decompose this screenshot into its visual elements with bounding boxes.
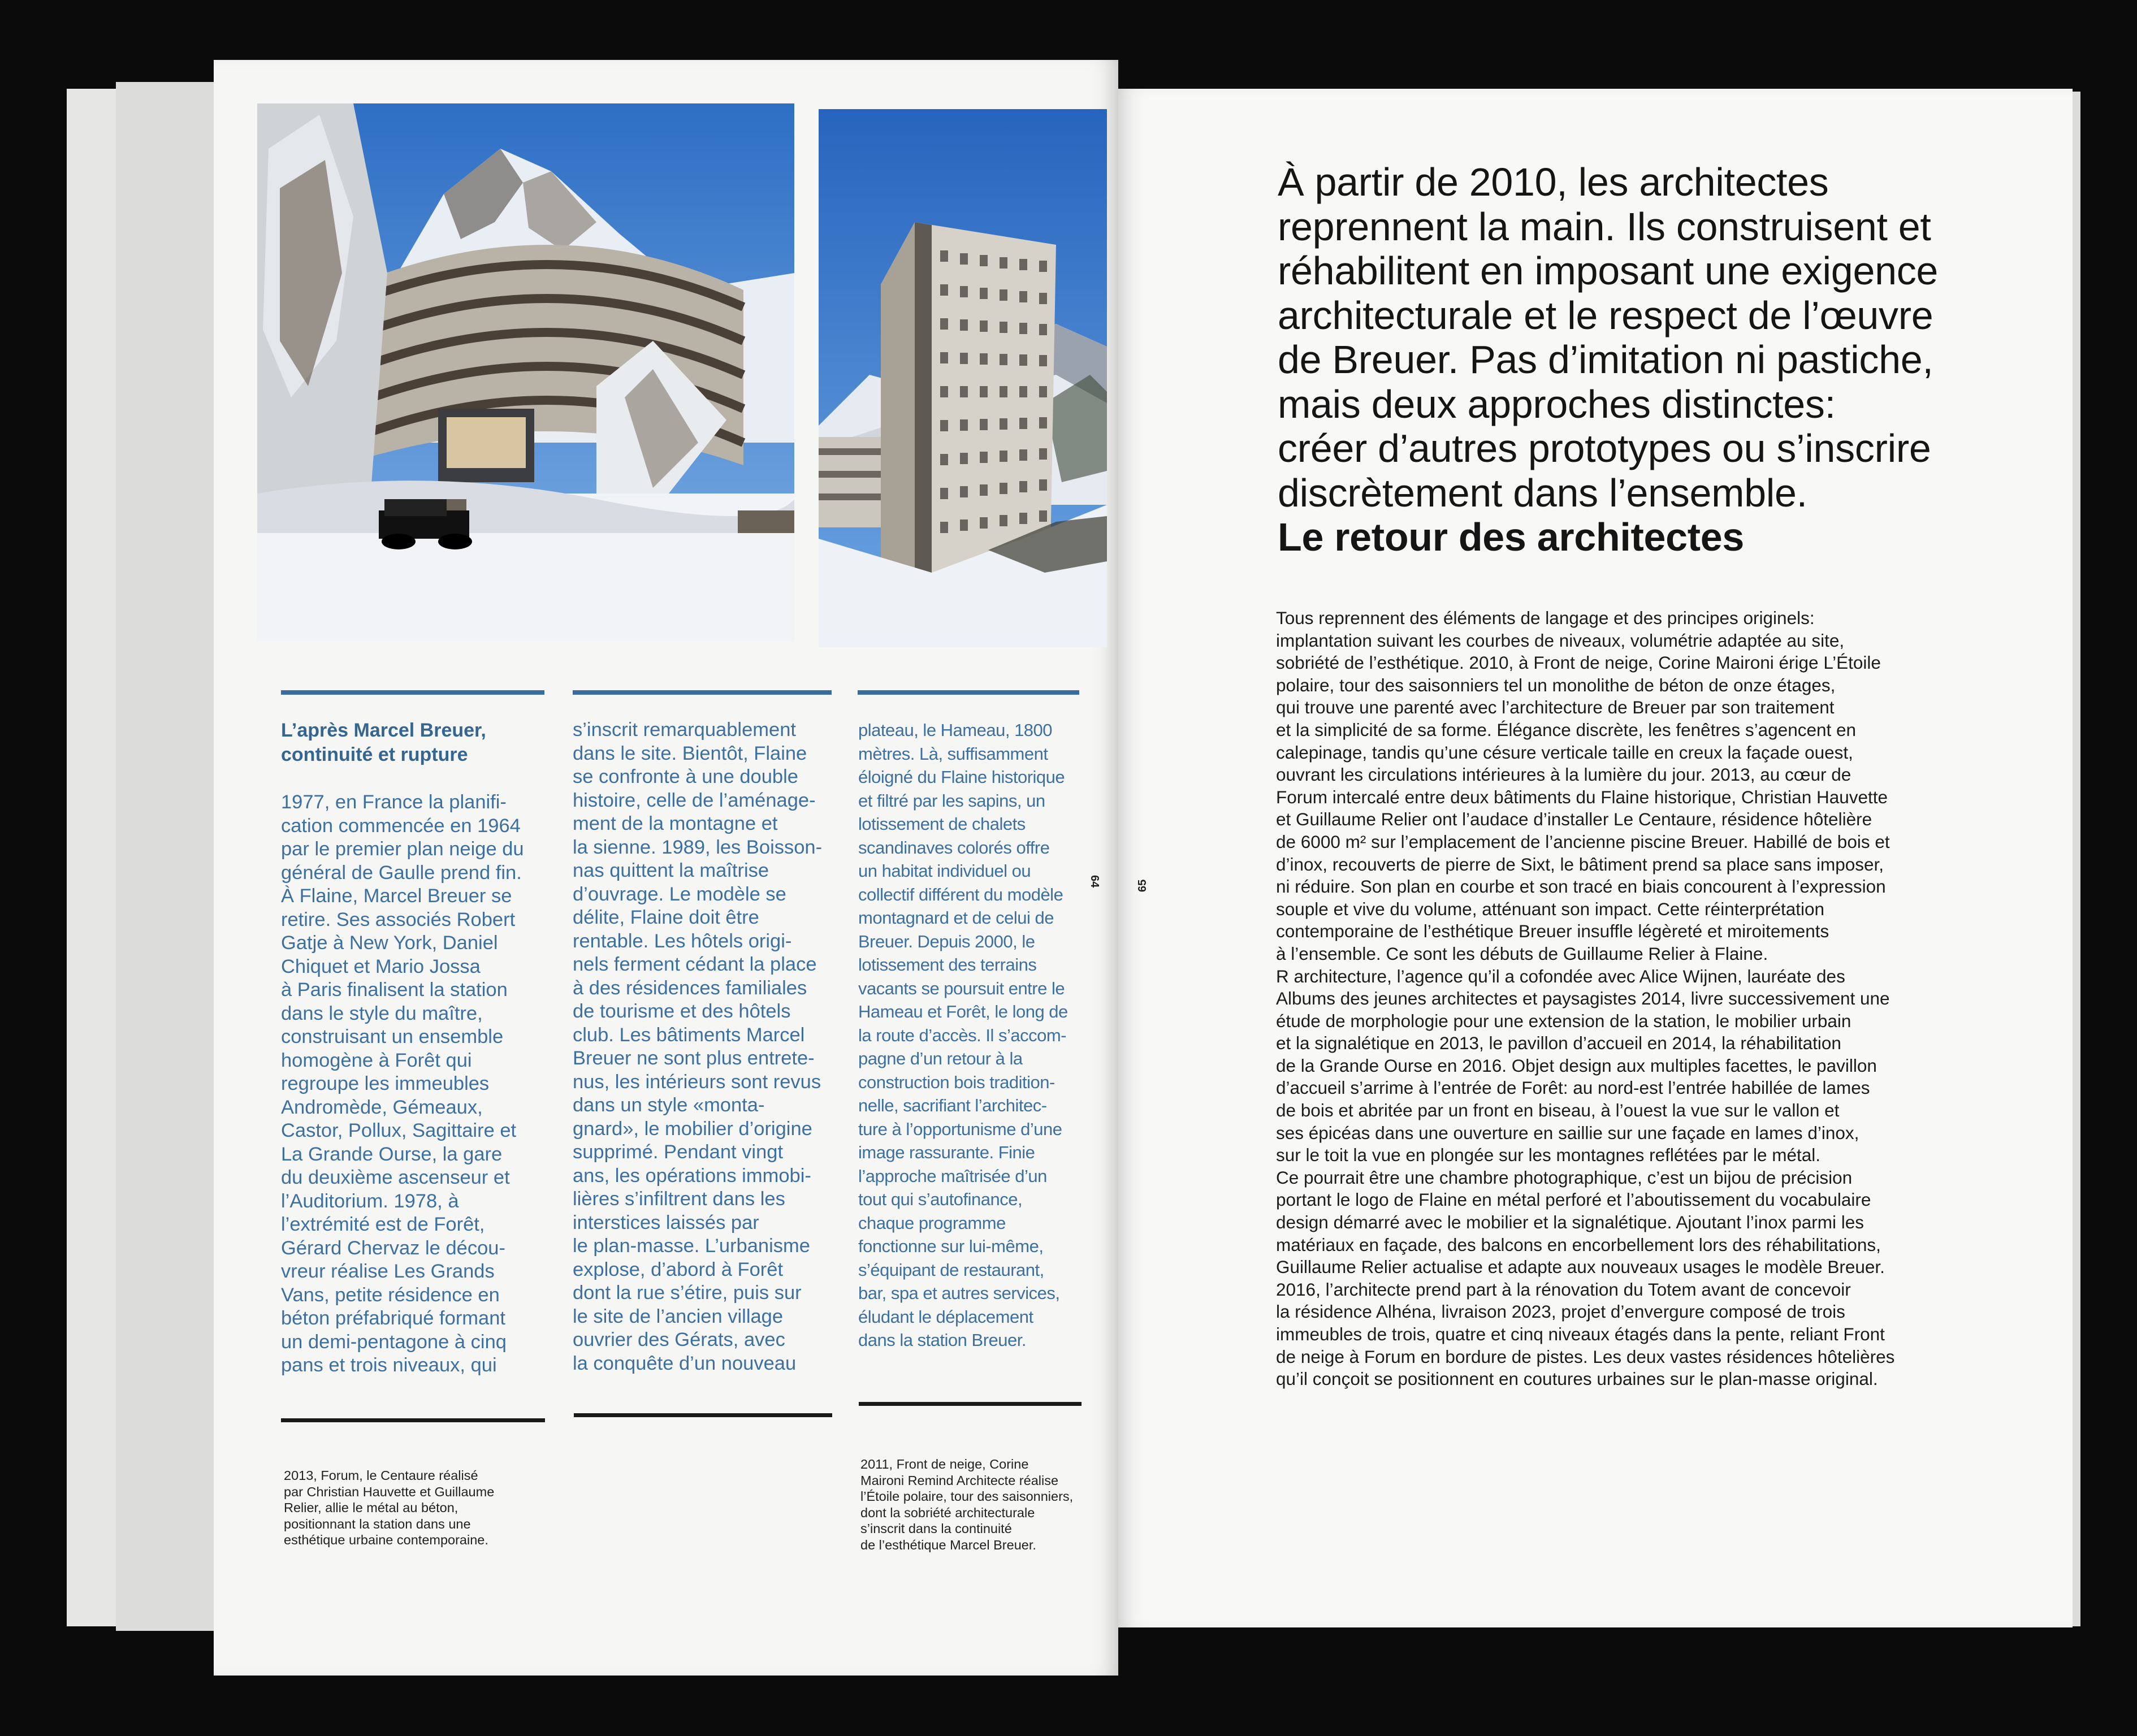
column-3-line: chaque programme bbox=[858, 1213, 1006, 1233]
body-line: R architecture, l’agence qu’il a cofondée avec Alice Wijnen, lauréate des bbox=[1276, 966, 1845, 986]
intro-line: créer d’autres prototypes ou s’inscrire bbox=[1278, 426, 1931, 470]
caption-left-line: 2013, Forum, le Centaure réalisé bbox=[284, 1468, 478, 1483]
body-line: Tous reprennent des éléments de langage et des principes originels: bbox=[1276, 608, 1815, 628]
caption-right-line: l’Étoile polaire, tour des saisonniers, bbox=[860, 1489, 1074, 1504]
column-1-line: retire. Ses associés Robert bbox=[281, 908, 516, 930]
column-2-line: rentable. Les hôtels origi- bbox=[573, 930, 792, 952]
column-3-line: ture à l’opportunisme d’une bbox=[858, 1119, 1062, 1139]
column-2-line: nels ferment cédant la place bbox=[573, 954, 817, 975]
body-line: qu’il conçoit se positionnent en coutures urbaines sur le plan-masse original. bbox=[1276, 1369, 1878, 1389]
column-3-line: éludant le déplacement bbox=[858, 1306, 1033, 1327]
body-line: polaire, tour des saisonniers tel un monolithe de béton de onze étages, bbox=[1276, 674, 1836, 695]
column-1-line: un demi-pentagone à cinq bbox=[281, 1331, 507, 1353]
body-line: d’accueil s’arrime à l’entrée de Forêt: au nord-est l’entrée habillée de lames bbox=[1276, 1077, 1870, 1098]
column-3-line: nelle, sacrifiant l’architec- bbox=[858, 1096, 1047, 1115]
column-1-line: dans le style du maître, bbox=[281, 1002, 483, 1024]
caption-left-line: Relier, allie le métal au béton, bbox=[284, 1500, 458, 1515]
column-3-line: fonctionne sur lui-même, bbox=[858, 1236, 1044, 1256]
column-1-line: La Grande Ourse, la gare bbox=[281, 1143, 503, 1165]
column-2-line: se confronte à une double bbox=[573, 766, 798, 787]
caption-left-line: par Christian Hauvette et Guillaume bbox=[284, 1484, 495, 1499]
column-3-line: image rassurante. Finie bbox=[858, 1142, 1035, 1162]
column-1-line: béton préfabriqué formant bbox=[281, 1308, 506, 1329]
caption-right-line: dont la sobriété architecturale bbox=[860, 1505, 1035, 1520]
column-1-line: à Paris finalisent la station bbox=[281, 979, 508, 1001]
page-stack-edge-left-2 bbox=[116, 82, 218, 1631]
column-2-line: le site de l’ancien village bbox=[573, 1305, 784, 1327]
column-1-text bbox=[281, 791, 552, 1378]
column-3-line: construction bois tradition- bbox=[858, 1072, 1055, 1092]
column-3-line: l’approche maîtrisée d’un bbox=[858, 1166, 1047, 1186]
column-2-line: le plan-masse. L’urbanisme bbox=[573, 1235, 810, 1257]
body-line: et Guillaume Relier ont l’audace d’installer Le Centaure, résidence hôtelière bbox=[1276, 809, 1872, 830]
column-1-line: l’extrémité est de Forêt, bbox=[281, 1214, 485, 1235]
caption-right-line: Maironi Remind Architecte réalise bbox=[860, 1473, 1059, 1488]
intro-line: reprennent la main. Ils construisent et bbox=[1278, 204, 1931, 249]
body-line: Forum intercalé entre deux bâtiments du Flaine historique, Christian Hauvette bbox=[1276, 786, 1888, 807]
column-1-line: vreur réalise Les Grands bbox=[281, 1261, 495, 1282]
column-1-line: Castor, Pollux, Sagittaire et bbox=[281, 1120, 517, 1141]
column-1-line: regroupe les immeubles bbox=[281, 1073, 490, 1094]
column-rule-dark-1 bbox=[281, 1418, 545, 1422]
column-3-line: s’équipant de restaurant, bbox=[858, 1259, 1044, 1280]
column-2-line: à des résidences familiales bbox=[573, 977, 807, 999]
body-line: contemporaine de l’esthétique Breuer insuffle légèreté et miroitements bbox=[1276, 921, 1829, 942]
photo-front-de-neige-etoile-polaire bbox=[819, 109, 1107, 647]
caption-right-line: de l’esthétique Marcel Breuer. bbox=[860, 1537, 1036, 1552]
column-1-line: du deuxième ascenseur et bbox=[281, 1167, 510, 1188]
column-3-line: dans la station Breuer. bbox=[858, 1330, 1026, 1350]
column-3-line: vacants se poursuit entre le bbox=[858, 978, 1065, 998]
column-2-line: histoire, celle de l’aménage- bbox=[573, 789, 816, 811]
body-line: Ce pourrait être une chambre photographique, c’est un bijou de précision bbox=[1276, 1167, 1853, 1188]
column-3-line: bar, spa et autres services, bbox=[858, 1283, 1060, 1303]
column-2-line: s’inscrit remarquablement bbox=[573, 719, 796, 741]
intro-line: de Breuer. Pas d’imitation ni pastiche, bbox=[1278, 337, 1933, 382]
column-1-line: pans et trois niveaux, qui bbox=[281, 1354, 497, 1376]
column-rule-blue-1 bbox=[281, 690, 544, 695]
body-line: immeubles de trois, quatre et cinq niveaux étagés dans la pente, reliant Front bbox=[1276, 1324, 1885, 1344]
column-1-line: général de Gaulle prend fin. bbox=[281, 861, 522, 884]
column-2-line: délite, Flaine doit être bbox=[573, 907, 759, 928]
column-1-line: l’Auditorium. 1978, à bbox=[281, 1190, 459, 1212]
column-1-line: Gérard Chervaz le décou- bbox=[281, 1237, 505, 1259]
column-3-line: plateau, le Hameau, 1800 bbox=[858, 720, 1053, 740]
column-3-line: un habitat individuel ou bbox=[858, 861, 1031, 881]
column-rule-dark-3 bbox=[859, 1402, 1082, 1406]
column-2-line: gnard», le mobilier d’origine bbox=[573, 1118, 812, 1140]
column-2-line: explose, d’abord à Forêt bbox=[573, 1258, 784, 1280]
column-1-line: cation commencée en 1964 bbox=[281, 815, 521, 837]
column-3-line: tout qui s’autofinance, bbox=[858, 1189, 1023, 1209]
body-line: sur le toit la vue en plongée sur les montagnes reflétées par le métal. bbox=[1276, 1145, 1821, 1166]
column-1-line: Chiquet et Mario Jossa bbox=[281, 955, 481, 977]
column-1-line: Vans, petite résidence en bbox=[281, 1284, 500, 1306]
body-line: Albums des jeunes architectes et paysagistes 2014, livre successivement une bbox=[1276, 988, 1890, 1009]
column-1-line: Andromède, Gémeaux, bbox=[281, 1096, 483, 1118]
intro-line: discrètement dans l’ensemble. bbox=[1278, 470, 1807, 515]
column-2-line: dont la rue s’étire, puis sur bbox=[573, 1282, 802, 1304]
body-line: et la signalétique en 2013, le pavillon d’accueil en 2014, la réhabilitation bbox=[1276, 1033, 1841, 1054]
column-3-line: et filtré par les sapins, un bbox=[858, 790, 1045, 811]
column-3-line: Hameau et Forêt, le long de bbox=[858, 1002, 1068, 1021]
column-2-line: nus, les intérieurs sont revus bbox=[573, 1071, 821, 1093]
column-3-line: lotissement des terrains bbox=[858, 955, 1037, 975]
intro-line: À partir de 2010, les architectes bbox=[1278, 160, 1829, 204]
column-1 bbox=[281, 718, 552, 1378]
column-2-line: la conquête d’un nouveau bbox=[573, 1352, 797, 1374]
column-3-line: scandinaves colorés offre bbox=[858, 837, 1050, 858]
column-2-line: dans le site. Bientôt, Flaine bbox=[573, 742, 807, 764]
column-1-line: homogène à Forêt qui bbox=[281, 1049, 472, 1071]
body-line: la résidence Alhéna, livraison 2023, projet d’envergure composé de trois bbox=[1276, 1301, 1845, 1322]
caption-left-line: esthétique urbaine contemporaine. bbox=[284, 1532, 488, 1547]
column-2-line: lières s’infiltrent dans les bbox=[573, 1188, 785, 1210]
column-2-line: de tourisme et des hôtels bbox=[573, 1001, 791, 1022]
body-line: de bois et abritée par un front en biseau, à l’ouest la vue sur le vallon et bbox=[1276, 1100, 1840, 1121]
body-line: ses épicéas dans une ouverture en saillie sur une façade en lames d’inox, bbox=[1276, 1122, 1859, 1143]
column-2-line: ment de la montagne et bbox=[573, 813, 778, 834]
body-text bbox=[1276, 607, 1994, 1391]
column-3 bbox=[858, 718, 1096, 1352]
column-3-line: lotissement de chalets bbox=[858, 814, 1026, 834]
caption-front-de-neige bbox=[860, 1456, 1098, 1553]
folio-page-65: 65 bbox=[1136, 879, 1149, 892]
body-line: sobriété de l’esthétique. 2010, à Front de neige, Corine Maironi érige L’Étoile bbox=[1276, 652, 1881, 673]
column-2-line: Breuer ne sont plus entrete- bbox=[573, 1047, 815, 1069]
body-line: matériaux en façade, des balcons en encorbellement lors des réhabilitations, bbox=[1276, 1234, 1881, 1255]
column-3-line: éloigné du Flaine historique bbox=[858, 767, 1065, 787]
column-3-line: montagnard et de celui de bbox=[858, 908, 1054, 928]
body-line: portant le logo de Flaine en métal perforé et l’aboutissement du vocabulaire bbox=[1276, 1189, 1871, 1210]
column-3-line: Breuer. Depuis 2000, le bbox=[858, 931, 1035, 951]
column-1-line: construisant un ensemble bbox=[281, 1026, 504, 1047]
body-line: design démarré avec le mobilier et la signalétique. Ajoutant l’inox parmi les bbox=[1276, 1212, 1865, 1233]
column-2-line: club. Les bâtiments Marcel bbox=[573, 1024, 805, 1046]
folio-page-64: 64 bbox=[1088, 875, 1101, 888]
caption-right-line: s’inscrit dans la continuité bbox=[860, 1521, 1012, 1536]
body-line: souple et vive du volume, atténuant son impact. Cette réinterprétation bbox=[1276, 898, 1825, 919]
section-title: Le retour des architectes bbox=[1278, 515, 1745, 559]
body-line: ouvrant les circulations intérieures à la lumière du jour. 2013, au cœur de bbox=[1276, 764, 1852, 785]
body-line: de 6000 m² sur l’emplacement de l’ancienne piscine Breuer. Habillé de bois et bbox=[1276, 831, 1890, 852]
body-line: 2016, l’architecte prend part à la rénovation du Totem avant de concevoir bbox=[1276, 1279, 1851, 1300]
body-line: d’inox, recouverts de pierre de Sixt, le bâtiment prend sa place sans imposer, bbox=[1276, 854, 1884, 875]
body-line: calepinage, tandis qu’une césure verticale taille en creux la façade ouest, bbox=[1276, 742, 1853, 763]
column-3-line: la route d’accès. Il s’accom- bbox=[858, 1025, 1066, 1045]
column-2-line: nas quittent la maîtrise bbox=[573, 860, 769, 881]
intro-line: mais deux approches distinctes: bbox=[1278, 382, 1836, 426]
body-line: Guillaume Relier actualise et adapte aux nouveaux usages le modèle Breuer. bbox=[1276, 1257, 1885, 1278]
column-1-line: À Flaine, Marcel Breuer se bbox=[281, 885, 512, 907]
body-line: de neige à Forum en bordure de pistes. Les deux vastes résidences hôtelières bbox=[1276, 1346, 1895, 1367]
column-2-line: interstices laissés par bbox=[573, 1211, 759, 1233]
caption-right-line: 2011, Front de neige, Corine bbox=[860, 1457, 1029, 1471]
body-line: de la Grande Ourse en 2016. Objet design aux multiples facettes, le pavillon bbox=[1276, 1055, 1877, 1076]
column-rule-blue-2 bbox=[573, 690, 832, 695]
caption-left-line: positionnant la station dans une bbox=[284, 1516, 471, 1531]
caption-forum-centaure bbox=[284, 1467, 555, 1548]
column-2-line: dans un style «monta- bbox=[573, 1094, 765, 1116]
column-2-line: d’ouvrage. Le modèle se bbox=[573, 883, 786, 905]
body-line: à l’ensemble. Ce sont les débuts de Guillaume Relier à Flaine. bbox=[1276, 943, 1768, 964]
column-3-line: collectif différent du modèle bbox=[858, 884, 1063, 904]
body-line: et la simplicité de sa forme. Élégance discrète, les fenêtres s’agencent en bbox=[1276, 719, 1857, 740]
body-line: implantation suivant les courbes de niveaux, volumétrie adaptée au site, bbox=[1276, 630, 1845, 651]
column-1-line: par le premier plan neige du bbox=[281, 838, 524, 860]
column-2-line: ans, les opérations immobi- bbox=[573, 1164, 811, 1187]
column-1-line: 1977, en France la planifi- bbox=[281, 791, 507, 813]
intro-line: réhabilitent en imposant une exigence bbox=[1278, 249, 1939, 293]
column-rule-dark-2 bbox=[574, 1413, 832, 1417]
column-3-line: pagne d’un retour à la bbox=[858, 1049, 1023, 1068]
intro-line: architecturale et le respect de l’œuvre bbox=[1278, 293, 1933, 337]
column-rule-blue-3 bbox=[858, 690, 1079, 695]
body-line: ni réduire. Son plan en courbe et son tracé en biais concourent à l’expression bbox=[1276, 876, 1886, 897]
column-3-line: mètres. Là, suffisamment bbox=[858, 743, 1048, 764]
column-2-line: la sienne. 1989, les Boisson- bbox=[573, 836, 823, 858]
column-2-line: ouvrier des Gérats, avec bbox=[573, 1329, 785, 1350]
body-line: étude de morphologie pour une extension de la station, le mobilier urbain bbox=[1276, 1010, 1852, 1031]
intro-paragraph bbox=[1278, 160, 2013, 560]
column-2-line: supprimé. Pendant vingt bbox=[573, 1141, 784, 1163]
column-1-heading: L’après Marcel Breuer, continuité et rupture bbox=[281, 720, 486, 765]
photo-forum-centaure bbox=[257, 103, 794, 642]
column-1-line: Gatje à New York, Daniel bbox=[281, 932, 498, 954]
body-line: qui trouve une parenté avec l’architecture de Breuer par son traitement bbox=[1276, 697, 1835, 718]
column-2 bbox=[573, 718, 844, 1375]
